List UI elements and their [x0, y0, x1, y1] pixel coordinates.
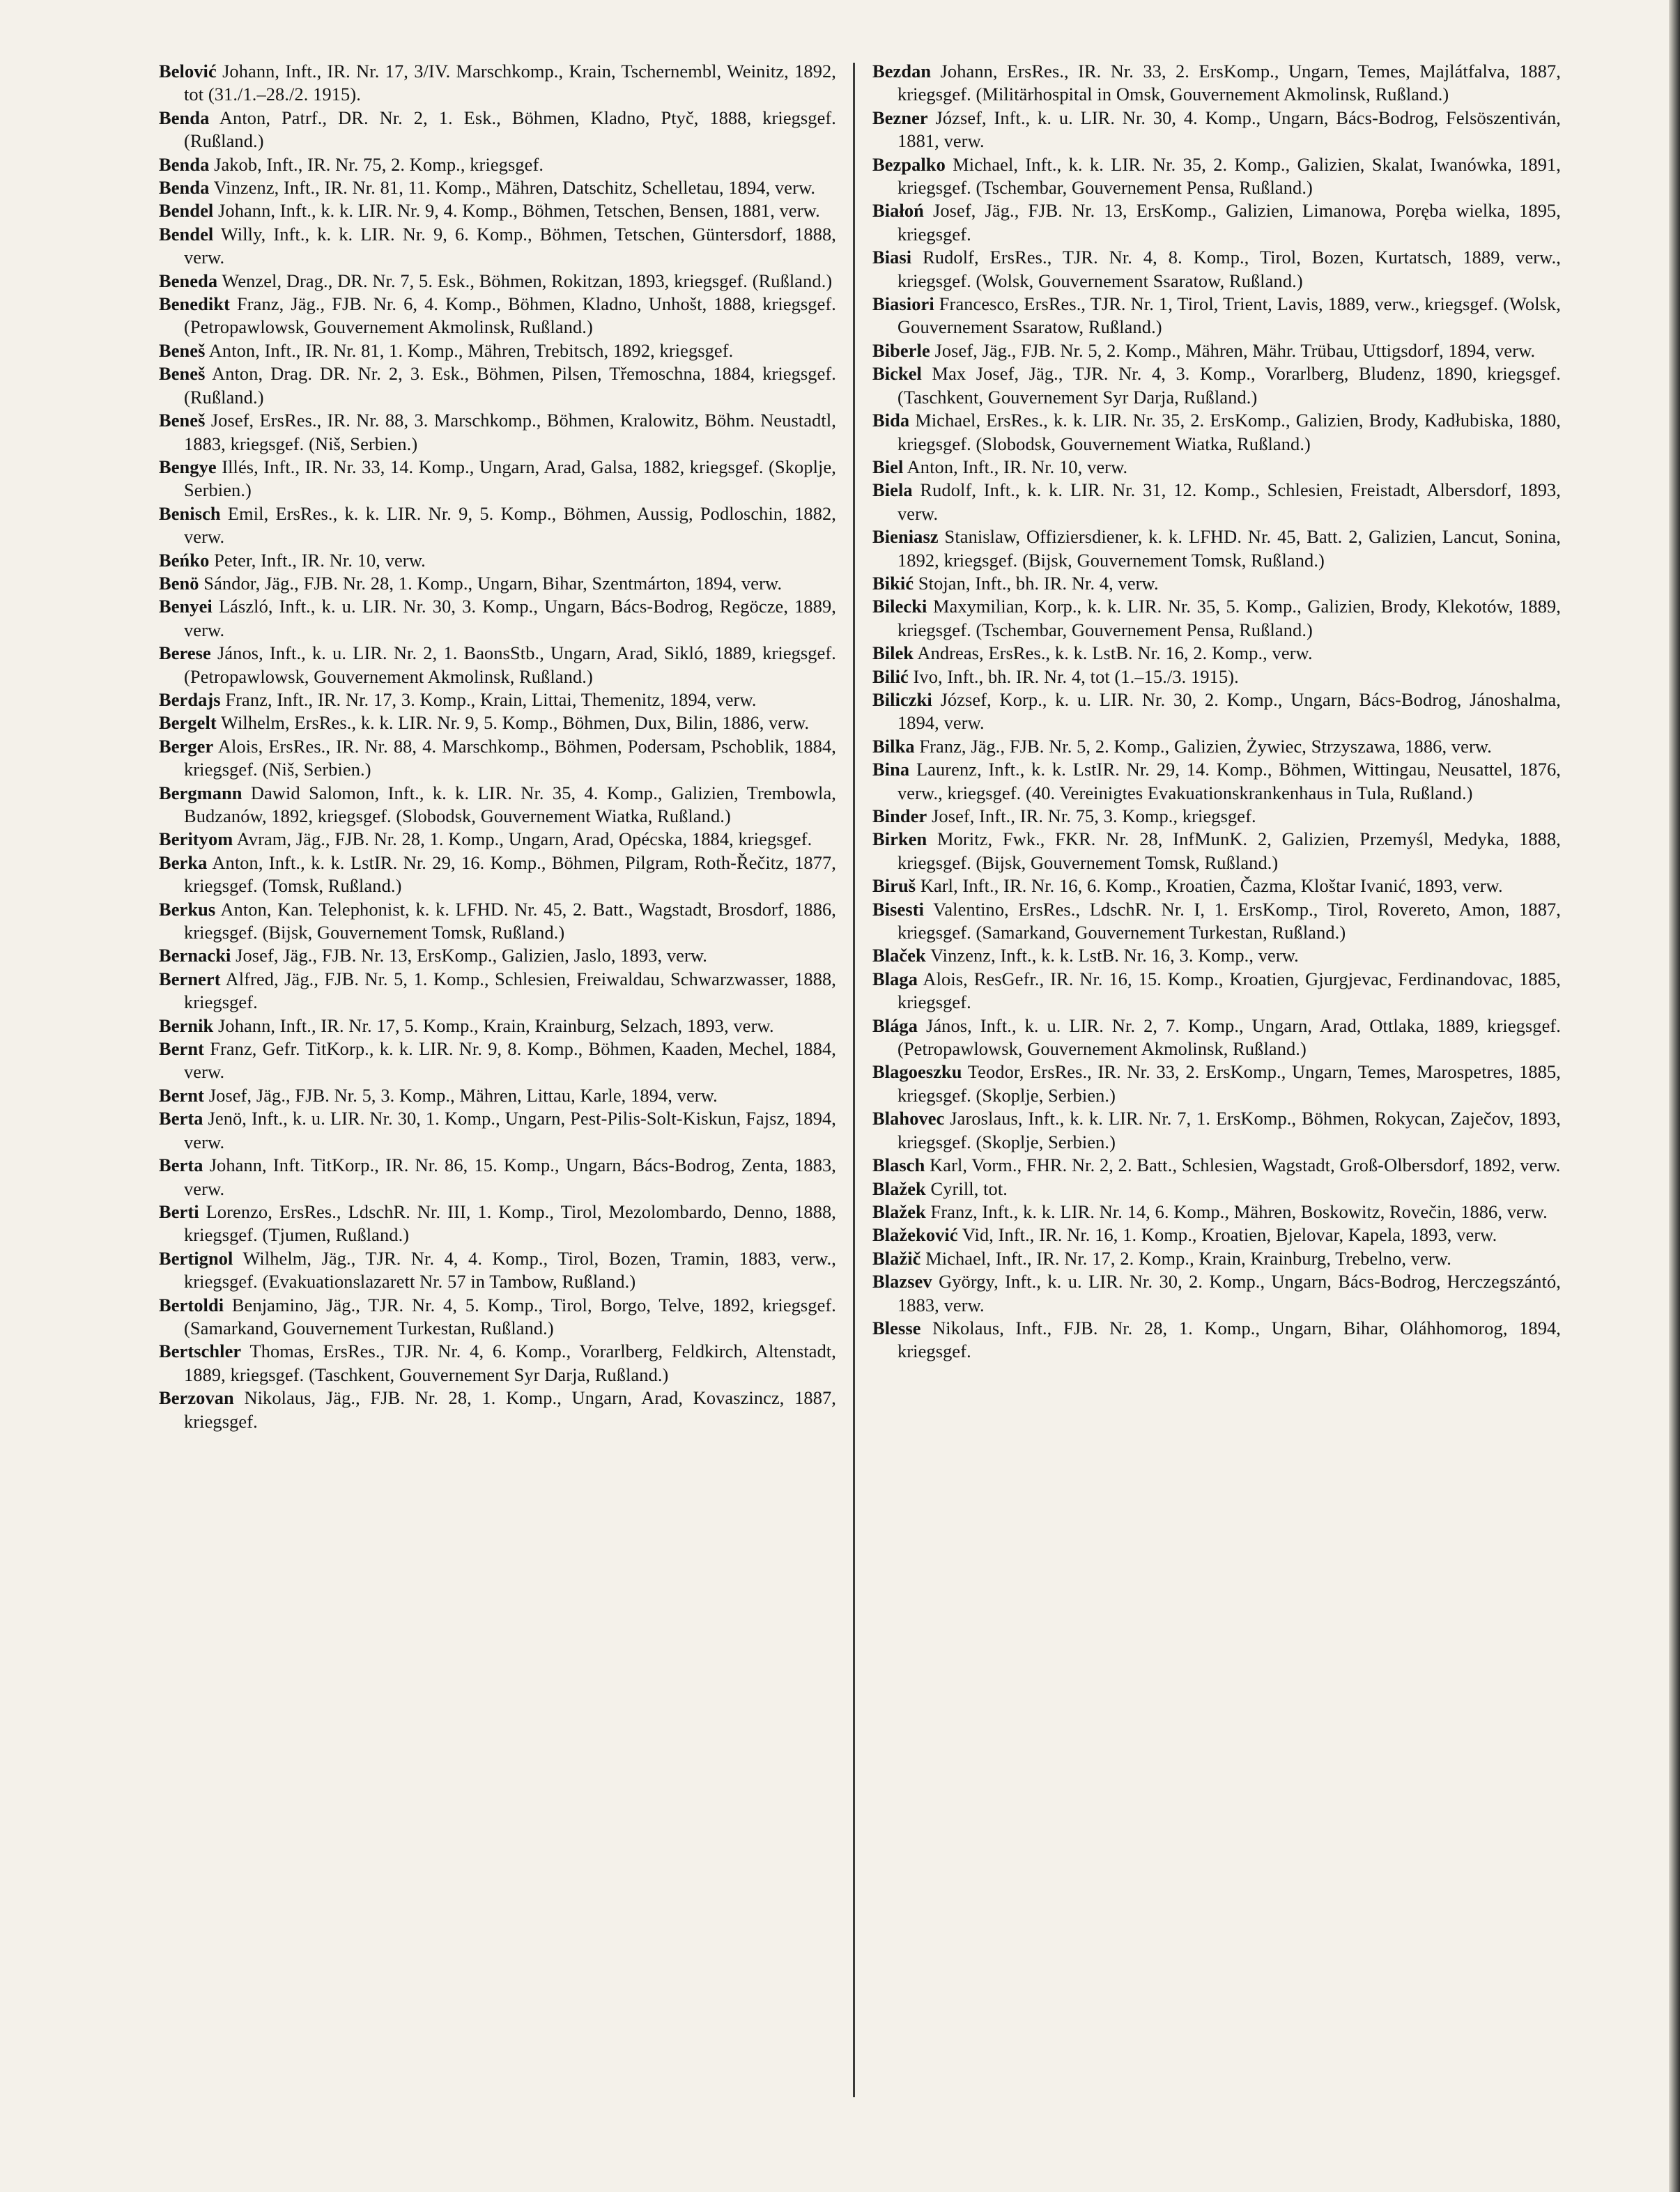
entry-surname: Bieniasz [872, 526, 939, 548]
entry-surname: Berta [159, 1108, 203, 1129]
entry-surname: Berese [159, 642, 211, 664]
entry-details: Maxymilian, Korp., k. k. LIR. Nr. 35, 5. Komp., Galizien, Brody, Klekotów, 1889, kriegsgef. (Tschembar, Gouvernement Pensa, Rußland.) [897, 596, 1562, 640]
entry-surname: Blága [872, 1014, 918, 1036]
register-entry [872, 362, 1561, 409]
register-entry [872, 293, 1561, 339]
entry-details: József, Inft., k. u. LIR. Nr. 30, 4. Komp., Ungarn, Bács-Bodrog, Felsöszentiván, 1881, verw. [897, 107, 1562, 152]
entry-details: Vid, Inft., IR. Nr. 16, 1. Komp., Kroatien, Bjelovar, Kapela, 1893, verw. [962, 1224, 1497, 1246]
register-entry [872, 479, 1561, 525]
register-entry [159, 1201, 836, 1247]
register-entry [872, 153, 1561, 200]
entry-details: Alfred, Jäg., FJB. Nr. 5, 1. Komp., Schlesien, Freiwaldau, Schwarzwasser, 1888, kriegsgef. [184, 968, 836, 1013]
entry-details: Alois, ResGefr., IR. Nr. 16, 15. Komp., Kroatien, Gjurgjevac, Ferdinandovac, 1885, kriegsgef. [897, 968, 1562, 1013]
register-entry [159, 176, 836, 199]
entry-surname: Blažeković [872, 1224, 958, 1246]
entry-surname: Blaga [872, 968, 918, 989]
register-entry [872, 735, 1561, 758]
entry-surname: Bernacki [159, 945, 231, 966]
entry-surname: Bina [872, 759, 910, 780]
entry-surname: Berti [159, 1201, 199, 1222]
entry-surname: Bickel [872, 363, 922, 385]
entry-details: Wilhelm, Jäg., TJR. Nr. 4, 4. Komp., Tirol, Bozen, Tramin, 1883, verw., kriegsgef. (Evakuationslazarett Nr. 57 in Tambow, Rußland.) [184, 1247, 836, 1292]
register-entry [159, 339, 836, 362]
entry-details: Laurenz, Inft., k. k. LstIR. Nr. 29, 14. Komp., Böhmen, Wittingau, Neusattel, 1876, verw., kriegsgef. (40. Vereinigtes Evakuationskrankenhaus in Tula, Rußland.) [897, 759, 1561, 803]
entry-surname: Beńko [159, 549, 210, 571]
entry-surname: Bilka [872, 735, 915, 757]
column-divider [853, 63, 855, 2097]
entry-details: Josef, Jäg., FJB. Nr. 5, 2. Komp., Mähren, Mähr. Trübau, Uttigsdorf, 1894, verw. [934, 339, 1536, 361]
entry-details: Max Josef, Jäg., TJR. Nr. 4, 3. Komp., Vorarlberg, Bludenz, 1890, kriegsgef. (Taschkent, Gouvernement Syr Darja, Rußland.) [897, 363, 1561, 408]
entry-details: Josef, Jäg., FJB. Nr. 13, ErsKomp., Galizien, Jaslo, 1893, verw. [236, 945, 707, 966]
entry-surname: Bezner [872, 107, 928, 128]
entry-surname: Bendel [159, 223, 214, 245]
entry-surname: Berta [159, 1155, 203, 1176]
entry-surname: Benda [159, 153, 210, 175]
entry-surname: Blazsev [872, 1271, 932, 1292]
register-entry [872, 246, 1561, 293]
entry-details: Rudolf, ErsRes., TJR. Nr. 4, 8. Komp., Tirol, Bozen, Kurtatsch, 1889, verw., kriegsgef. (Wolsk, Gouvernement Ssaratow, Rußland.) [897, 247, 1561, 291]
entry-surname: Biasiori [872, 293, 934, 315]
entry-details: Franz, Jäg., FJB. Nr. 6, 4. Komp., Böhmen, Kladno, Unhošt, 1888, kriegsgef. (Petropawlowsk, Gouvernement Akmolinsk, Rußland.) [184, 293, 836, 338]
register-entry [872, 199, 1561, 246]
entry-surname: Biel [872, 456, 904, 477]
register-entry [159, 688, 836, 711]
entry-details: Peter, Inft., IR. Nr. 10, verw. [214, 549, 426, 571]
register-entry [872, 1060, 1561, 1107]
register-entry [159, 502, 836, 549]
entry-surname: Bernik [159, 1014, 214, 1036]
register-entry [159, 1154, 836, 1201]
register-entry [159, 153, 836, 176]
entry-surname: Bertignol [159, 1247, 233, 1269]
entry-surname: Blažek [872, 1201, 926, 1222]
register-entry [159, 549, 836, 572]
entry-surname: Beneš [159, 339, 206, 361]
entry-surname: Bertschler [159, 1341, 242, 1362]
entry-details: Josef, Jäg., FJB. Nr. 5, 3. Komp., Mähren, Littau, Karle, 1894, verw. [208, 1084, 718, 1106]
entry-details: Ivo, Inft., bh. IR. Nr. 4, tot (1.–15./3. 1915). [913, 665, 1239, 687]
entry-details: Michael, Inft., IR. Nr. 17, 2. Komp., Krain, Krainburg, Trebelno, verw. [925, 1247, 1451, 1269]
register-entry [159, 60, 836, 107]
entry-details: Johann, Inft. TitKorp., IR. Nr. 86, 15. Komp., Ungarn, Bács-Bodrog, Zenta, 1883, verw. [184, 1155, 836, 1199]
register-entry [872, 874, 1561, 897]
entry-surname: Berityom [159, 828, 233, 850]
register-entry [872, 339, 1561, 362]
entry-details: Stojan, Inft., bh. IR. Nr. 4, verw. [918, 572, 1159, 594]
entry-surname: Bengye [159, 456, 217, 477]
entry-surname: Blagoeszku [872, 1061, 962, 1083]
entry-surname: Bendel [159, 200, 214, 222]
page-edge-shadow [1669, 0, 1680, 2192]
register-entry [872, 456, 1561, 479]
entry-surname: Belović [159, 61, 217, 82]
register-entry [159, 642, 836, 688]
entry-surname: Blažek [872, 1178, 926, 1199]
entry-details: János, Inft., k. u. LIR. Nr. 2, 7. Komp., Ungarn, Arad, Ottlaka, 1889, kriegsgef. (Petropawlowsk, Gouvernement Akmolinsk, Rußland.) [897, 1014, 1561, 1060]
register-entry [872, 828, 1561, 874]
register-entry [872, 525, 1561, 572]
register-entry [159, 595, 836, 642]
entry-surname: Beneš [159, 410, 206, 431]
entry-surname: Berzovan [159, 1387, 234, 1409]
entry-details: Lorenzo, ErsRes., LdschR. Nr. III, 1. Komp., Tirol, Mezolombardo, Denno, 1888, kriegsgef. (Tjumen, Rußland.) [184, 1201, 836, 1246]
entry-details: Johann, Inft., IR. Nr. 17, 3/IV. Marschkomp., Krain, Tschernembl, Weinitz, 1892, tot (31./1.–28./2. 1915). [184, 61, 836, 105]
entry-details: Stanislaw, Offiziersdiener, k. k. LFHD. Nr. 45, Batt. 2, Galizien, Lancut, Sonina, 1892, kriegsgef. (Bijsk, Gouvernement Tomsk, Rußland.) [897, 526, 1561, 571]
entry-details: Franz, Jäg., FJB. Nr. 5, 2. Komp., Galizien, Żywiec, Strzyszawa, 1886, verw. [919, 735, 1492, 757]
register-entry [159, 735, 836, 782]
entry-surname: Bezdan [872, 61, 932, 82]
entry-details: Josef, Inft., IR. Nr. 75, 3. Komp., kriegsgef. [932, 805, 1256, 826]
register-entry [872, 805, 1561, 828]
register-entry [159, 1084, 836, 1107]
register-entry [159, 782, 836, 828]
entry-surname: Biberle [872, 339, 930, 361]
register-entry [872, 898, 1561, 945]
register-entry [872, 60, 1561, 107]
register-entry [872, 572, 1561, 595]
entry-details: Anton, Drag. DR. Nr. 2, 3. Esk., Böhmen, Pilsen, Třemoschna, 1884, kriegsgef. (Rußland.) [184, 363, 836, 408]
entry-details: Wenzel, Drag., DR. Nr. 7, 5. Esk., Böhmen, Rokitzan, 1893, kriegsgef. (Rußland.) [222, 270, 833, 291]
entry-surname: Blahovec [872, 1108, 945, 1129]
entry-surname: Bergelt [159, 712, 217, 734]
entry-surname: Binder [872, 805, 927, 826]
entry-details: Teodor, ErsRes., IR. Nr. 33, 2. ErsKomp., Ungarn, Temes, Marospetres, 1885, kriegsgef. (Skoplje, Serbien.) [897, 1061, 1561, 1106]
entry-details: Dawid Salomon, Inft., k. k. LIR. Nr. 35, 4. Komp., Galizien, Trembowla, Budzanów, 1892, kriegsgef. (Slobodsk, Gouvernement Wiatka, Rußland.) [184, 782, 836, 826]
entry-details: Johann, Inft., IR. Nr. 17, 5. Komp., Krain, Krainburg, Selzach, 1893, verw. [218, 1014, 774, 1036]
right-column [872, 60, 1561, 1364]
register-entry [872, 595, 1561, 642]
entry-details: Moritz, Fwk., FKR. Nr. 28, InfMunK. 2, Galizien, Przemyśl, Medyka, 1888, kriegsgef. (Bijsk, Gouvernement Tomsk, Rußland.) [897, 828, 1561, 873]
entry-surname: Białoń [872, 200, 924, 222]
entry-surname: Beneda [159, 270, 218, 291]
entry-details: Emil, ErsRes., k. k. LIR. Nr. 9, 5. Komp., Böhmen, Aussig, Podloschin, 1882, verw. [184, 502, 836, 548]
entry-details: János, Inft., k. u. LIR. Nr. 2, 1. BaonsStb., Ungarn, Arad, Sikló, 1889, kriegsgef. (Petropawlowsk, Gouvernement Akmolinsk, Rußland.) [184, 642, 836, 687]
entry-surname: Bilić [872, 665, 909, 687]
entry-details: Andreas, ErsRes., k. k. LstB. Nr. 16, 2. Komp., verw. [917, 642, 1313, 664]
register-entry [159, 270, 836, 293]
register-entry [872, 1014, 1561, 1061]
entry-details: Anton, Inft., k. k. LstIR. Nr. 29, 16. Komp., Böhmen, Pilgram, Roth-Řečitz, 1877, kriegsgef. (Tomsk, Rußland.) [184, 851, 837, 897]
register-entry [159, 1247, 836, 1294]
entry-surname: Biasi [872, 247, 912, 268]
entry-surname: Bezpalko [872, 153, 946, 175]
register-entry [872, 1178, 1561, 1201]
register-entry [159, 1037, 836, 1084]
register-entry [159, 711, 836, 734]
entry-details: Anton, Patrf., DR. Nr. 2, 1. Esk., Böhmen, Kladno, Ptyč, 1888, kriegsgef. (Rußland.) [184, 107, 836, 152]
register-entry [159, 223, 836, 270]
register-entry [159, 1340, 836, 1387]
entry-surname: Berka [159, 851, 208, 873]
entry-details: Josef, ErsRes., IR. Nr. 88, 3. Marschkomp., Böhmen, Kralowitz, Böhm. Neustadtl, 1883, kriegsgef. (Niš, Serbien.) [184, 410, 836, 454]
entry-details: Vinzenz, Inft., k. k. LstB. Nr. 16, 3. Komp., verw. [930, 945, 1299, 966]
register-entry [159, 107, 836, 153]
register-entry [872, 107, 1561, 153]
entry-surname: Bernert [159, 968, 221, 989]
entry-details: Sándor, Jäg., FJB. Nr. 28, 1. Komp., Ungarn, Bihar, Szentmárton, 1894, verw. [203, 572, 783, 594]
register-entry [872, 1270, 1561, 1317]
left-column [159, 60, 836, 1433]
register-entry [159, 293, 836, 339]
entry-details: Nikolaus, Jäg., FJB. Nr. 28, 1. Komp., Ungarn, Arad, Kovaszincz, 1887, kriegsgef. [184, 1387, 837, 1432]
entry-details: Benjamino, Jäg., TJR. Nr. 4, 5. Komp., Tirol, Borgo, Telve, 1892, kriegsgef. (Samarkand, Gouvernement Turkestan, Rußland.) [184, 1294, 836, 1338]
register-entry [159, 898, 836, 945]
entry-surname: Berger [159, 735, 214, 757]
register-entry [159, 1294, 836, 1341]
register-entry [159, 968, 836, 1014]
entry-details: Wilhelm, ErsRes., k. k. LIR. Nr. 9, 5. Komp., Böhmen, Dux, Bilin, 1886, verw. [221, 712, 810, 734]
entry-details: Jenö, Inft., k. u. LIR. Nr. 30, 1. Komp., Ungarn, Pest-Pilis-Solt-Kiskun, Fajsz, 1894, verw. [184, 1108, 836, 1152]
register-entry [159, 572, 836, 595]
entry-details: Karl, Vorm., FHR. Nr. 2, 2. Batt., Schlesien, Wagstadt, Groß-Olbersdorf, 1892, verw. [930, 1155, 1561, 1176]
entry-surname: Bernt [159, 1084, 204, 1106]
entry-details: Alois, ErsRes., IR. Nr. 88, 4. Marschkomp., Böhmen, Podersam, Pschoblik, 1884, kriegsgef. (Niš, Serbien.) [184, 735, 836, 780]
entry-details: László, Inft., k. u. LIR. Nr. 30, 3. Komp., Ungarn, Bács-Bodrog, Regöcze, 1889, verw. [184, 596, 836, 640]
entry-surname: Benyei [159, 596, 213, 617]
entry-surname: Benö [159, 572, 199, 594]
register-entry [159, 362, 836, 409]
entry-details: Johann, Inft., k. k. LIR. Nr. 9, 4. Komp., Böhmen, Tetschen, Bensen, 1881, verw. [218, 200, 820, 222]
entry-surname: Benedikt [159, 293, 230, 315]
entry-details: Michael, Inft., k. k. LIR. Nr. 35, 2. Komp., Galizien, Skalat, Iwanówka, 1891, kriegsgef. (Tschembar, Gouvernement Pensa, Rußland.) [897, 153, 1561, 199]
register-entry [872, 968, 1561, 1014]
entry-surname: Blesse [872, 1317, 921, 1338]
register-entry [872, 758, 1561, 805]
entry-details: Jaroslaus, Inft., k. k. LIR. Nr. 7, 1. ErsKomp., Böhmen, Rokycan, Zaječov, 1893, kriegsgef. (Skoplje, Serbien.) [897, 1108, 1561, 1152]
register-entry [872, 1201, 1561, 1224]
entry-details: Rudolf, Inft., k. k. LIR. Nr. 31, 12. Komp., Schlesien, Freistadt, Albersdorf, 1893, verw. [897, 479, 1561, 524]
register-entry [872, 1247, 1561, 1270]
register-entry [872, 665, 1561, 688]
entry-surname: Blaček [872, 945, 926, 966]
entry-surname: Beneš [159, 363, 206, 385]
entry-details: Josef, Jäg., FJB. Nr. 13, ErsKomp., Galizien, Limanowa, Poręba wielka, 1895, kriegsgef. [897, 200, 1562, 245]
entry-details: Johann, ErsRes., IR. Nr. 33, 2. ErsKomp., Ungarn, Temes, Majlátfalva, 1887, kriegsgef. (Militärhospital in Omsk, Gouvernement Akmolinsk, Rußland.) [897, 61, 1561, 105]
register-entry [159, 944, 836, 967]
entry-surname: Biela [872, 479, 913, 501]
entry-surname: Bergmann [159, 782, 242, 803]
entry-surname: Bida [872, 410, 910, 431]
entry-surname: Benisch [159, 502, 221, 524]
register-entry [872, 1317, 1561, 1364]
register-entry [159, 851, 836, 898]
entry-surname: Bertoldi [159, 1294, 224, 1315]
entry-details: Nikolaus, Inft., FJB. Nr. 28, 1. Komp., Ungarn, Bihar, Oláhhomorog, 1894, kriegsgef. [897, 1317, 1561, 1362]
register-entry [872, 1154, 1561, 1177]
entry-details: Vinzenz, Inft., IR. Nr. 81, 11. Komp., Mähren, Datschitz, Schelletau, 1894, verw. [213, 177, 816, 199]
entry-details: Franz, Gefr. TitKorp., k. k. LIR. Nr. 9, 8. Komp., Böhmen, Kaaden, Mechel, 1884, verw. [184, 1038, 836, 1083]
entry-surname: Bikić [872, 572, 914, 594]
entry-surname: Benda [159, 177, 210, 199]
entry-details: Illés, Inft., IR. Nr. 33, 14. Komp., Ungarn, Arad, Galsa, 1882, kriegsgef. (Skoplje, Serbien.) [184, 456, 836, 501]
entry-surname: Bilek [872, 642, 914, 664]
entry-details: Franz, Inft., IR. Nr. 17, 3. Komp., Krain, Littai, Themenitz, 1894, verw. [225, 688, 757, 710]
entry-surname: Birken [872, 828, 927, 850]
register-entry [872, 642, 1561, 665]
register-entry [872, 1107, 1561, 1154]
entry-surname: Bisesti [872, 898, 925, 920]
register-entry [159, 1387, 836, 1433]
register-entry [872, 1224, 1561, 1246]
entry-surname: Biruš [872, 875, 916, 897]
register-entry [159, 1107, 836, 1154]
entry-details: Francesco, ErsRes., TJR. Nr. 1, Tirol, Trient, Lavis, 1889, verw., kriegsgef. (Wolsk, Gouvernement Ssaratow, Rußland.) [897, 293, 1561, 338]
entry-details: Karl, Inft., IR. Nr. 16, 6. Komp., Kroatien, Čazma, Kloštar Ivanić, 1893, verw. [920, 875, 1503, 897]
entry-details: Jakob, Inft., IR. Nr. 75, 2. Komp., kriegsgef. [214, 153, 544, 175]
entry-surname: Blasch [872, 1155, 925, 1176]
entry-details: József, Korp., k. u. LIR. Nr. 30, 2. Komp., Ungarn, Bács-Bodrog, Jánoshalma, 1894, verw. [897, 688, 1561, 734]
entry-details: Anton, Kan. Telephonist, k. k. LFHD. Nr. 45, 2. Batt., Wagstadt, Brosdorf, 1886, kriegsgef. (Bijsk, Gouvernement Tomsk, Rußland.) [184, 898, 836, 943]
entry-details: Anton, Inft., IR. Nr. 10, verw. [907, 456, 1128, 477]
entry-details: Michael, ErsRes., k. k. LIR. Nr. 35, 2. ErsKomp., Galizien, Brody, Kadłubiska, 1880, kriegsgef. (Slobodsk, Gouvernement Wiatka, Rußland.) [897, 410, 1561, 454]
entry-details: Franz, Inft., k. k. LIR. Nr. 14, 6. Komp., Mähren, Boskowitz, Rovečin, 1886, verw. [930, 1201, 1548, 1222]
register-entry [872, 688, 1561, 735]
register-entry [872, 944, 1561, 967]
entry-details: Valentino, ErsRes., LdschR. Nr. I, 1. ErsKomp., Tirol, Rovereto, Amon, 1887, kriegsgef. (Samarkand, Gouvernement Turkestan, Rußland.) [897, 898, 1561, 943]
entry-details: Avram, Jäg., FJB. Nr. 28, 1. Komp., Ungarn, Arad, Opécska, 1884, kriegsgef. [236, 828, 812, 850]
entry-details: Cyrill, tot. [930, 1178, 1008, 1199]
register-entry [872, 409, 1561, 456]
entry-details: Anton, Inft., IR. Nr. 81, 1. Komp., Mähren, Trebitsch, 1892, kriegsgef. [208, 339, 734, 361]
entry-surname: Blažič [872, 1247, 921, 1269]
register-entry [159, 828, 836, 851]
entry-surname: Benda [159, 107, 210, 128]
entry-surname: Bernt [159, 1038, 204, 1060]
entry-surname: Berdajs [159, 688, 221, 710]
register-entry [159, 199, 836, 222]
entry-surname: Berkus [159, 898, 216, 920]
register-entry [159, 1014, 836, 1037]
register-entry [159, 409, 836, 456]
entry-details: Thomas, ErsRes., TJR. Nr. 4, 6. Komp., Vorarlberg, Feldkirch, Altenstadt, 1889, kriegsgef. (Taschkent, Gouvernement Syr Darja, Rußland.) [184, 1341, 836, 1385]
entry-surname: Bilecki [872, 596, 927, 617]
entry-details: Willy, Inft., k. k. LIR. Nr. 9, 6. Komp., Böhmen, Tetschen, Güntersdorf, 1888, verw. [184, 223, 836, 268]
entry-details: György, Inft., k. u. LIR. Nr. 30, 2. Komp., Ungarn, Bács-Bodrog, Herczegszántó, 1883, verw. [897, 1271, 1561, 1315]
entry-surname: Biliczki [872, 688, 932, 710]
register-entry [159, 456, 836, 502]
